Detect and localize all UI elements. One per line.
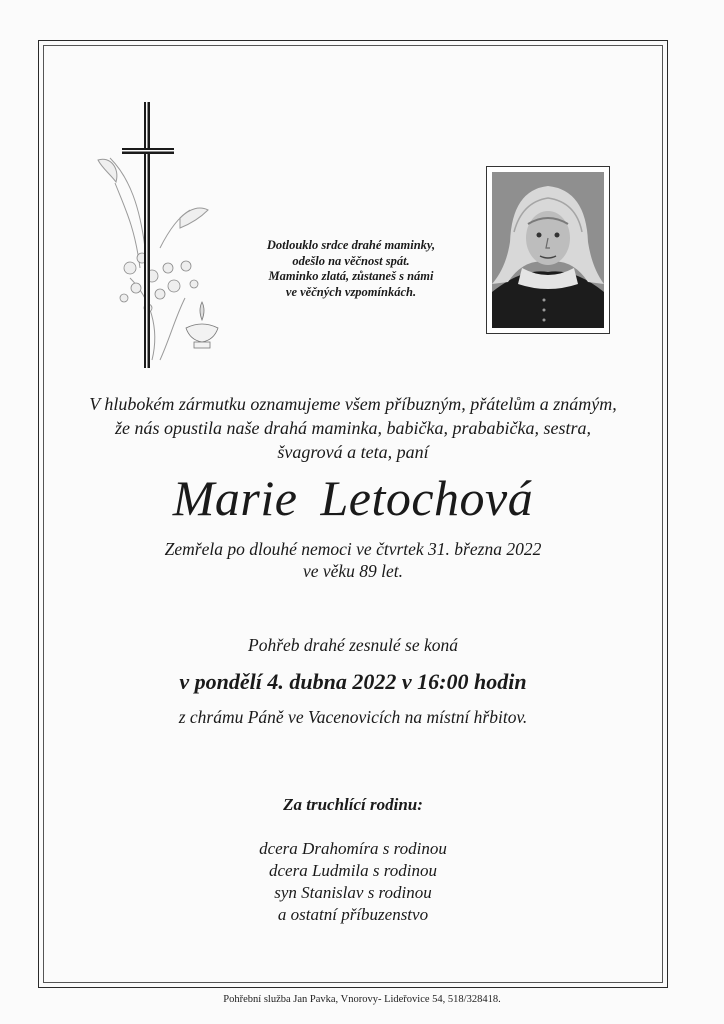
intro-line: švagrová a teta, paní (277, 442, 429, 462)
funeral-intro: Pohřeb drahé zesnulé se koná (248, 635, 458, 655)
cross-lily-decoration-icon (90, 98, 230, 370)
portrait-photo (486, 166, 610, 334)
mourner-item: a ostatní příbuzenstvo (277, 905, 429, 924)
mourner-item: syn Stanislav s rodinou (274, 883, 432, 902)
announcement-intro (43, 392, 663, 464)
mourner-item: dcera Drahomíra s rodinou (259, 839, 447, 858)
memorial-verse (236, 238, 466, 300)
intro-line: že nás opustila naše drahá maminka, babička, prababička, sestra, (115, 418, 591, 438)
funeral-date: v pondělí 4. dubna 2022 v 16:00 hodin (179, 669, 527, 694)
verse-line: Dotlouklo srdce drahé maminky, (266, 238, 436, 252)
mourners-title: Za truchlící rodinu: (283, 795, 423, 814)
deceased-name: Marie Letochová (172, 470, 534, 526)
funeral-service-footer: Pohřební služba Jan Pavka, Vnorovy- Lideřovice 54, 518/328418. (223, 994, 501, 1005)
verse-line: ve věčných vzpomínkách. (285, 284, 417, 299)
funeral-place: z chrámu Páně ve Vacenovicích na místní hřbitov. (178, 707, 528, 727)
death-line: Zemřela po dlouhé nemoci ve čtvrtek 31. března 2022 (164, 539, 542, 559)
death-line: ve věku 89 let. (302, 561, 404, 581)
verse-line: Maminko zlatá, zůstaneš s námi (268, 269, 434, 283)
mourner-item: dcera Ludmila s rodinou (269, 861, 437, 880)
verse-line: odešlo na věčnost spát. (292, 253, 410, 268)
mourners-list (43, 838, 663, 926)
intro-line: V hlubokém zármutku oznamujeme všem příbuzným, přátelům a známým, (89, 394, 617, 414)
portrait-icon (492, 172, 604, 328)
death-details (43, 538, 663, 582)
